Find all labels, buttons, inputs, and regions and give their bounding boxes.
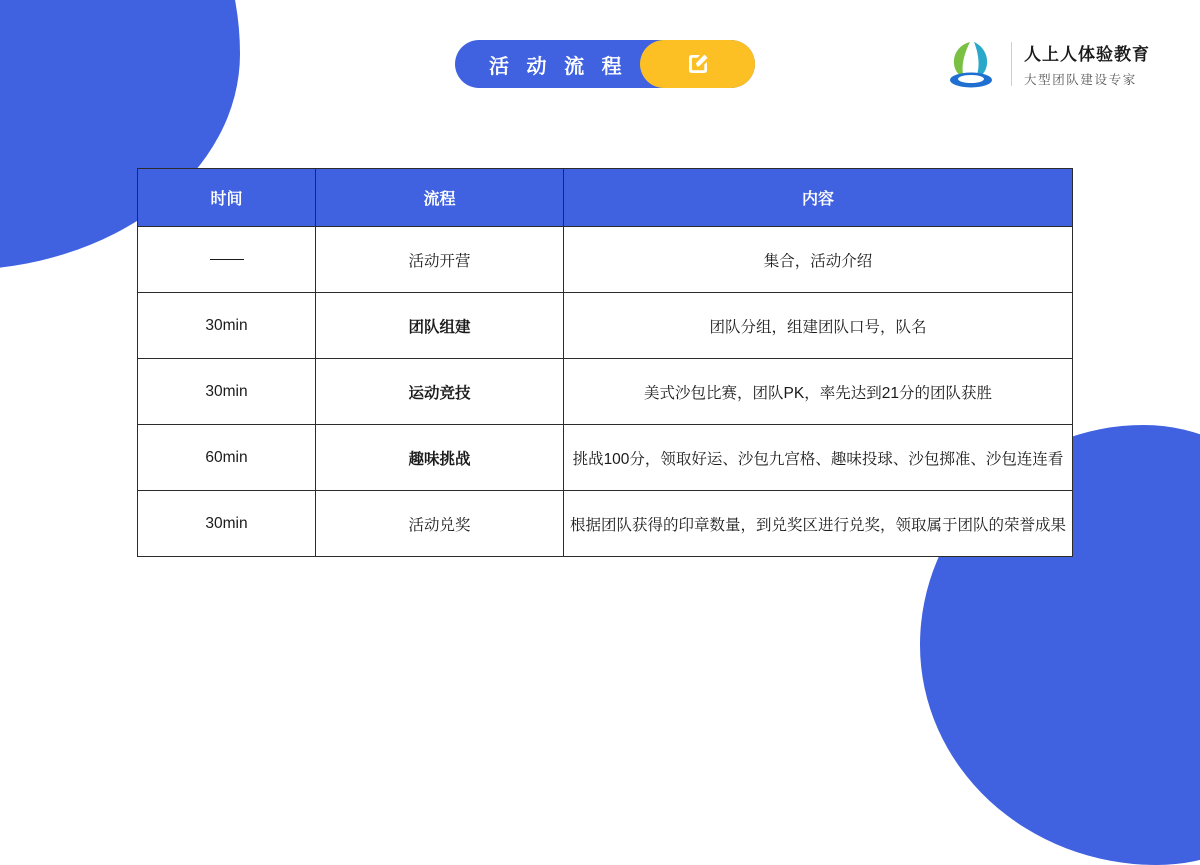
table-body <box>138 227 1073 557</box>
table-row <box>138 491 1073 557</box>
edit-pencil-icon <box>640 40 755 88</box>
table-row <box>138 359 1073 425</box>
cell-time: 30min <box>138 491 316 557</box>
brand-logo <box>943 36 1150 92</box>
cell-step: 趣味挑战 <box>316 425 564 491</box>
cell-time: 60min <box>138 425 316 491</box>
table-header-row <box>138 169 1073 227</box>
cell-time: 30min <box>138 359 316 425</box>
activity-flow-table <box>137 168 1073 557</box>
cell-content: 美式沙包比赛，团队PK，率先达到21分的团队获胜 <box>564 359 1073 425</box>
cell-time: 30min <box>138 293 316 359</box>
cell-step: 运动竞技 <box>316 359 564 425</box>
column-header-time: 时间 <box>138 169 316 227</box>
flow-table-container <box>137 168 1066 557</box>
cell-time <box>138 227 316 293</box>
cell-step: 活动兑奖 <box>316 491 564 557</box>
leaf-circle-logo-icon <box>943 36 999 92</box>
logo-text-block <box>1024 40 1150 88</box>
table-header <box>138 169 1073 227</box>
table-row <box>138 293 1073 359</box>
table-row <box>138 227 1073 293</box>
cell-content: 根据团队获得的印章数量，到兑奖区进行兑奖，领取属于团队的荣誉成果 <box>564 491 1073 557</box>
column-header-content: 内容 <box>564 169 1073 227</box>
slide-header <box>0 0 1200 130</box>
page-title-label: 活 动 流 程 <box>489 55 628 78</box>
page-title <box>455 40 755 88</box>
cell-content: 挑战100分，领取好运、沙包九宫格、趣味投球、沙包掷准、沙包连连看 <box>564 425 1073 491</box>
cell-step: 团队组建 <box>316 293 564 359</box>
cell-content: 团队分组，组建团队口号，队名 <box>564 293 1073 359</box>
logo-tagline: 大型团队建设专家 <box>1024 73 1137 87</box>
dash-mark-icon <box>210 258 244 260</box>
cell-step: 活动开营 <box>316 227 564 293</box>
table-row <box>138 425 1073 491</box>
cell-content: 集合，活动介绍 <box>564 227 1073 293</box>
column-header-step: 流程 <box>316 169 564 227</box>
logo-company-name: 人上人体验教育 <box>1024 45 1150 64</box>
logo-divider <box>1011 42 1012 86</box>
